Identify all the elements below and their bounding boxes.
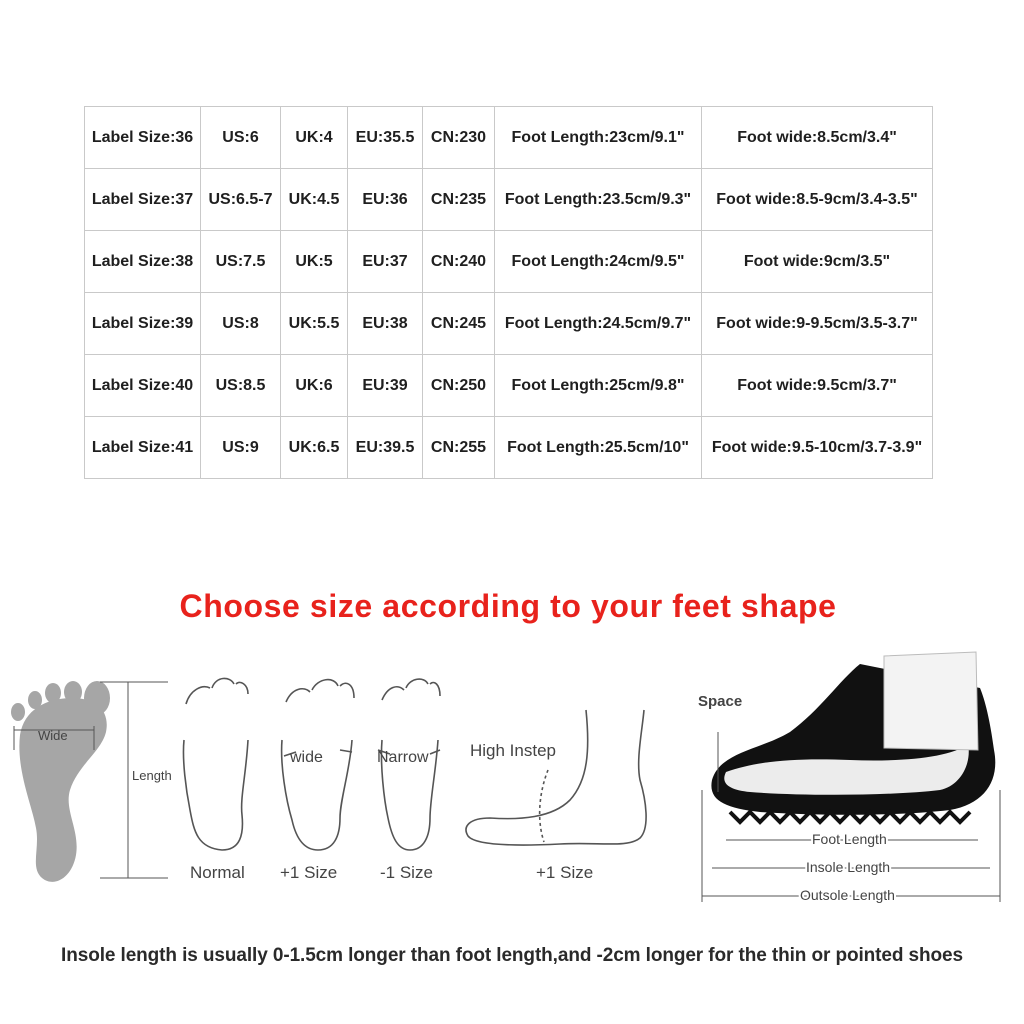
size-cell-uk: UK:6 [281,355,348,417]
size-cell-foot-wide: Foot wide:8.5cm/3.4" [702,107,933,169]
size-cell-label: Label Size:40 [85,355,201,417]
size-cell-us: US:8 [201,293,281,355]
size-cell-cn: CN:255 [423,417,495,479]
high-instep-foot-icon [466,710,646,845]
size-cell-cn: CN:250 [423,355,495,417]
size-cell-label: Label Size:36 [85,107,201,169]
normal-foot-icon [183,678,248,850]
size-cell-us: US:9 [201,417,281,479]
size-cell-label: Label Size:37 [85,169,201,231]
insole-length-label: Insole Length [806,859,891,875]
size-cell-cn: CN:245 [423,293,495,355]
size-cell-eu: EU:39 [348,355,423,417]
size-cell-eu: EU:36 [348,169,423,231]
size-cell-foot-length: Foot Length:23.5cm/9.3" [495,169,702,231]
instep-caption: +1 Size [536,863,594,882]
wide-caption: +1 Size [280,863,338,882]
shoe-cross-section-icon [711,652,995,822]
size-row [85,417,933,479]
foot-length-label: Foot Length [812,831,887,847]
size-cell-label: Label Size:41 [85,417,201,479]
headline: Choose size according to your feet shape [179,588,837,624]
size-cell-foot-wide: Foot wide:9.5cm/3.7" [702,355,933,417]
size-cell-foot-length: Foot Length:25cm/9.8" [495,355,702,417]
size-cell-eu: EU:37 [348,231,423,293]
size-cell-foot-wide: Foot wide:9cm/3.5" [702,231,933,293]
size-cell-foot-length: Foot Length:24.5cm/9.7" [495,293,702,355]
size-chart-table [84,106,933,479]
size-cell-uk: UK:4 [281,107,348,169]
outsole-length-label: Outsole Length [800,887,895,903]
wide-label: Wide [38,728,68,743]
footprint-icon [11,681,110,882]
size-cell-foot-wide: Foot wide:8.5-9cm/3.4-3.5" [702,169,933,231]
size-row [85,107,933,169]
narrow-caption: -1 Size [380,863,433,882]
size-cell-cn: CN:235 [423,169,495,231]
size-cell-foot-length: Foot Length:25.5cm/10" [495,417,702,479]
size-cell-uk: UK:5.5 [281,293,348,355]
narrow-tag: Narrow [377,749,429,766]
wide-tag: wide [290,749,323,766]
normal-caption: Normal [190,863,245,882]
size-cell-foot-length: Foot Length:24cm/9.5" [495,231,702,293]
size-cell-eu: EU:35.5 [348,107,423,169]
size-cell-uk: UK:6.5 [281,417,348,479]
size-cell-us: US:6 [201,107,281,169]
size-row [85,169,933,231]
size-cell-us: US:6.5-7 [201,169,281,231]
size-cell-cn: CN:230 [423,107,495,169]
space-label: Space [698,693,743,710]
size-cell-foot-wide: Foot wide:9.5-10cm/3.7-3.9" [702,417,933,479]
size-cell-foot-length: Foot Length:23cm/9.1" [495,107,702,169]
size-cell-eu: EU:38 [348,293,423,355]
size-cell-label: Label Size:38 [85,231,201,293]
size-row [85,355,933,417]
size-cell-foot-wide: Foot wide:9-9.5cm/3.5-3.7" [702,293,933,355]
size-row [85,231,933,293]
size-cell-eu: EU:39.5 [348,417,423,479]
size-cell-us: US:8.5 [201,355,281,417]
size-cell-cn: CN:240 [423,231,495,293]
length-label: Length [132,768,172,783]
instep-label: High Instep [470,741,556,760]
size-cell-uk: UK:4.5 [281,169,348,231]
foot-shape-diagram [0,640,1024,930]
size-cell-uk: UK:5 [281,231,348,293]
size-cell-label: Label Size:39 [85,293,201,355]
size-row [85,293,933,355]
size-cell-us: US:7.5 [201,231,281,293]
insole-note: Insole length is usually 0-1.5cm longer than foot length,and -2cm longer for the thin or pointed shoes [61,945,963,966]
